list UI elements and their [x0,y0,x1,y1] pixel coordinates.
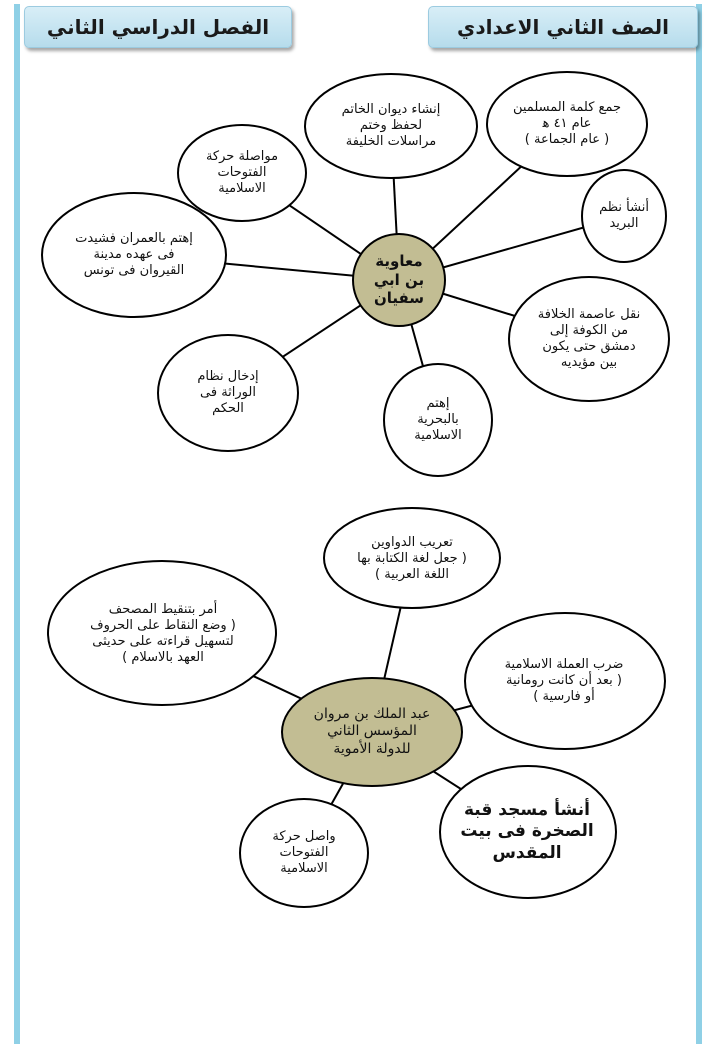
node-arabization-text: تعريب الدواوين ( جعل لغة الكتابة بها اللغة العربية ) [357,534,467,583]
node-kairouan-text: إهتم بالعمران فشيدت فى عهده مدينة القيروان فى تونس [75,230,193,279]
node-seal-diwan-text: إنشاء ديوان الخاتم لحفظ وختم مراسلات الخليفة [341,101,441,150]
node-hereditary-rule-text: إدخال نظام الوراثة فى الحكم [197,368,259,417]
term-label: الفصل الدراسي الثاني [46,15,270,39]
node-postal-system-text: أنشأ نظم البريد [599,199,649,231]
node-unification-text: جمع كلمة المسلمين عام ٤١ ﻫ ( عام الجماعة ) [512,99,622,148]
node-capital-damascus-text: نقل عاصمة الخلافة من الكوفة إلى دمشق حتى يكون بين مؤيديه [537,306,641,371]
grade-label: الصف الثاني الاعدادي [457,15,670,39]
center-abdulmalik-text: عبد الملك بن مروان المؤسس الثاني للدولة الأموية [313,705,431,757]
node-continued-conquests-text: واصل حركة الفتوحات الاسلامية [272,828,336,877]
center-muawiya-text: معاوية بن ابي سفيان [373,251,425,308]
node-navy-text: إهتم بالبحرية الاسلامية [414,395,462,444]
node-quran-dotting-text: أمر بتنقيط المصحف ( وضع النقاط على الحروف لتسهيل قراءته على حديثى العهد بالاسلام ) [90,601,236,666]
node-conquests-text: مواصلة حركة الفتوحات الاسلامية [205,148,279,197]
node-currency-text: ضرب العملة الاسلامية ( بعد أن كانت رومانية أو فارسية ) [504,656,624,705]
node-dome-of-rock-text: أنشأ مسجد قبة الصخرة فى بيت المقدس [460,800,594,863]
